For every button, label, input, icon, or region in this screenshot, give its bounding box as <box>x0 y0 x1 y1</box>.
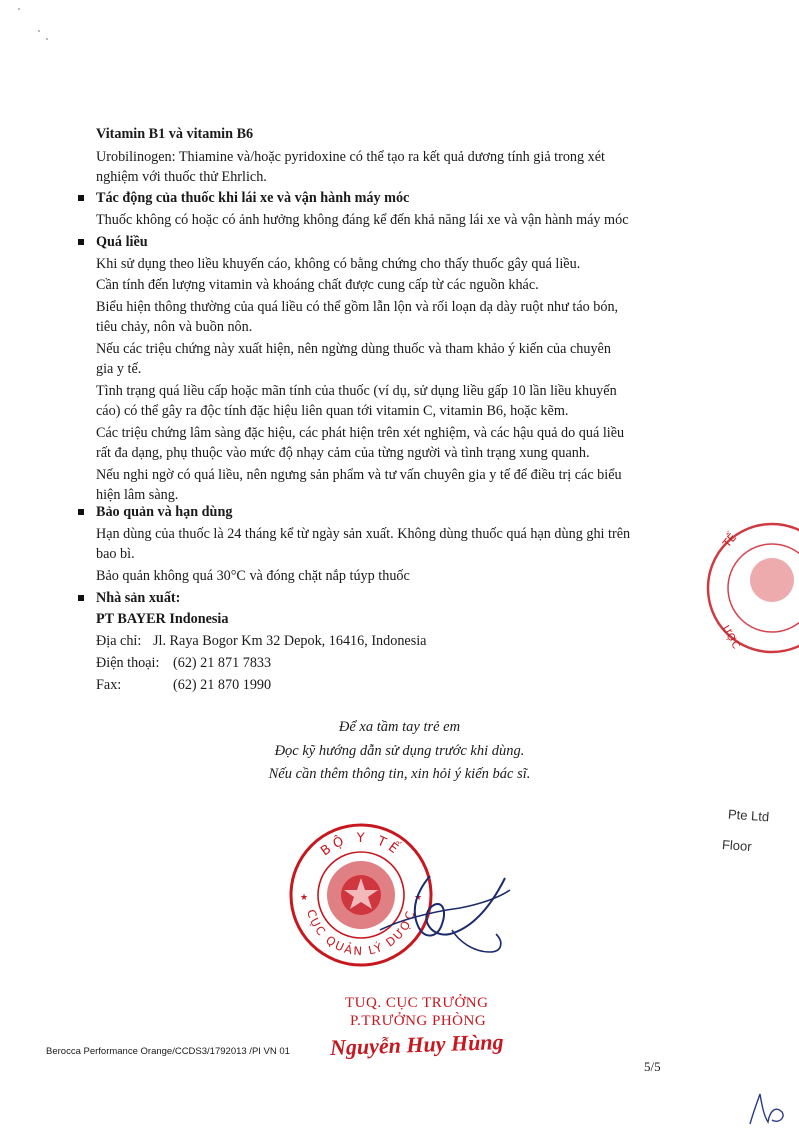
b1b6-heading: Vitamin B1 và vitamin B6 <box>96 126 254 142</box>
bullet-icon <box>78 595 84 601</box>
overdose-line: Biểu hiện thông thường của quá liều có thể gồm lẫn lộn và rối loạn dạ dày ruột như táo bón, <box>96 299 619 315</box>
address-label: Địa chỉ: <box>96 633 142 649</box>
signature-title-1: TUQ. CỤC TRƯỞNG <box>345 995 489 1011</box>
overdose-heading: Quá liều <box>96 234 148 250</box>
bullet-icon <box>78 509 84 515</box>
fax-label: Fax: <box>96 677 122 693</box>
overdose-line: hiện lâm sàng. <box>96 487 179 503</box>
storage-heading: Bảo quản và hạn dùng <box>96 504 233 520</box>
scan-speck <box>38 30 40 32</box>
overdose-line: tiêu chảy, nôn và buồn nôn. <box>96 319 253 335</box>
fax-value: (62) 21 870 1990 <box>173 677 272 693</box>
svg-text:★: ★ <box>300 892 309 902</box>
warning-line: Nếu cần thêm thông tin, xin hỏi ý kiến bác sĩ. <box>268 766 531 782</box>
overdose-line: Các triệu chứng lâm sàng đặc hiệu, các phát hiện trên xét nghiệm, và các hậu quả do quá liều <box>96 425 625 441</box>
svg-text:TẾ: TẾ <box>720 531 740 550</box>
signature-scribble <box>340 868 515 958</box>
address-value: Jl. Raya Bogor Km 32 Depok, 16416, Indonesia <box>153 633 427 649</box>
b1b6-line: Urobilinogen: Thiamine và/hoặc pyridoxine có thể tạo ra kết quả dương tính giả trong xét <box>96 149 605 165</box>
overdose-line: rất đa dạng, phụ thuộc vào mức độ nhạy cảm của từng người và tình trạng xung quanh. <box>96 445 590 461</box>
overdose-line: Tình trạng quá liều cấp hoặc mãn tính của thuốc (ví dụ, sử dụng liều gấp 10 lần liều khuyến <box>96 383 617 399</box>
manufacturer-heading: Nhà sản xuất: <box>96 590 181 606</box>
scan-speck <box>46 38 48 40</box>
footer-doc-id: Berocca Performance Orange/CCDS3/1792013 /PI VN 01 <box>46 1046 290 1057</box>
warning-line: Để xa tầm tay trẻ em <box>338 719 461 735</box>
svg-text:BỘ Y TẾ: BỘ Y TẾ <box>318 830 404 860</box>
svg-text:CỤC QUẢN LÝ DƯỢC: CỤC QUẢN LÝ DƯỢC <box>303 907 419 959</box>
svg-text:★: ★ <box>414 892 423 902</box>
storage-line: Hạn dùng của thuốc là 24 tháng kể từ ngày sản xuất. Không dùng thuốc quá hạn dùng ghi trên <box>96 526 631 542</box>
warning-line: Đọc kỹ hướng dẫn sử dụng trước khi dùng. <box>274 743 525 759</box>
overdose-line: Nếu các triệu chứng này xuất hiện, nên ngừng dùng thuốc và tham khảo ý kiến của chuyên <box>96 341 611 357</box>
overdose-line: Nếu nghi ngờ có quá liều, nên ngưng sản phẩm và tư vấn chuyên gia y tế để điều trị các biểu <box>96 467 622 483</box>
overdose-line: Khi sử dụng theo liều khuyến cáo, không có bằng chứng cho thấy thuốc gây quá liều. <box>96 256 581 272</box>
driving-text: Thuốc không có hoặc có ảnh hưởng không đáng kể đến khả năng lái xe và vận hành máy móc <box>96 212 629 228</box>
side-text: Pte Ltd <box>727 806 770 825</box>
initials-mark <box>742 1090 792 1130</box>
signature-name: Nguyễn Huy Hùng <box>329 1028 504 1061</box>
overdose-line: cáo) có thể gây ra độc tính đặc hiệu liên quan tới vitamin C, vitamin B6, hoặc kẽm. <box>96 403 569 419</box>
storage-line: Bảo quản không quá 30°C và đóng chặt nắp túyp thuốc <box>96 568 410 584</box>
bullet-icon <box>78 239 84 245</box>
manufacturer-company: PT BAYER Indonesia <box>96 611 229 627</box>
page-number: 5/5 <box>644 1059 661 1074</box>
phone-value: (62) 21 871 7833 <box>173 655 272 671</box>
overdose-line: Cần tính đến lượng vitamin và khoáng chất được cung cấp từ các nguồn khác. <box>96 277 539 293</box>
storage-line: bao bì. <box>96 546 135 562</box>
bullet-icon <box>78 195 84 201</box>
signature-title-2: P.TRƯỞNG PHÒNG <box>350 1013 487 1029</box>
b1b6-line: nghiệm với thuốc thử Ehrlich. <box>96 169 267 185</box>
svg-text:ƯỢC: ƯỢC <box>719 624 742 651</box>
driving-heading: Tác động của thuốc khi lái xe và vận hành máy móc <box>96 190 410 206</box>
phone-label: Điện thoại: <box>96 655 160 671</box>
side-text: Floor <box>721 836 753 855</box>
scan-speck <box>18 8 20 10</box>
partial-seal-right <box>700 518 799 658</box>
overdose-line: gia y tế. <box>96 361 142 377</box>
